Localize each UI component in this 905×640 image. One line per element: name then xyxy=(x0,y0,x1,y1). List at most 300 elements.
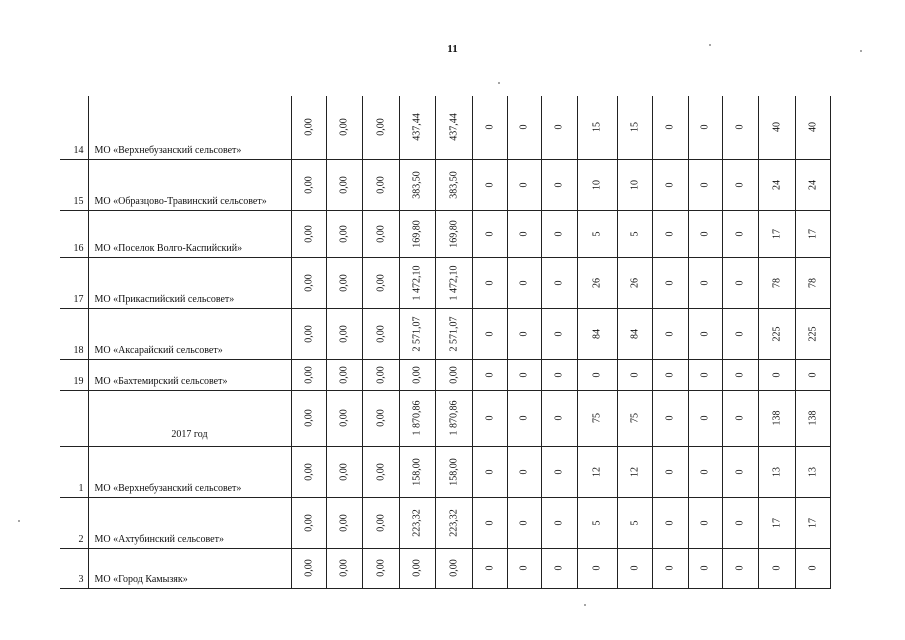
value-cell xyxy=(722,390,758,446)
value-cell xyxy=(722,497,758,548)
value-cell xyxy=(399,210,435,257)
value-text: 0 xyxy=(518,372,530,377)
row-number-cell: 14 xyxy=(60,96,88,159)
value-text: 75 xyxy=(629,413,640,423)
value-text: 2 571,07 xyxy=(448,316,459,351)
value-cell xyxy=(507,257,541,308)
scan-speck xyxy=(498,82,500,84)
value-text: 13 xyxy=(807,466,818,477)
value-cell xyxy=(507,390,541,446)
value-cell xyxy=(795,210,830,257)
municipality-name-cell: МО «Образцово-Травинский сельсовет» xyxy=(88,159,291,210)
value-text: 0,00 xyxy=(303,462,314,481)
value-text: 0 xyxy=(734,415,746,421)
value-cell xyxy=(577,359,617,390)
value-cell xyxy=(399,548,435,588)
value-text: 169,80 xyxy=(411,219,423,248)
value-cell xyxy=(435,257,472,308)
value-cell xyxy=(795,159,830,210)
value-cell xyxy=(617,390,652,446)
value-cell xyxy=(577,96,617,159)
value-cell xyxy=(617,159,652,210)
value-text: 0 xyxy=(734,231,746,236)
value-cell xyxy=(507,548,541,588)
value-text: 0 xyxy=(553,415,565,421)
scan-speck xyxy=(860,50,862,52)
row-number-cell: 16 xyxy=(60,210,88,257)
value-text: 0 xyxy=(699,124,711,130)
value-text: 0 xyxy=(734,565,746,571)
value-cell xyxy=(399,390,435,446)
row-number-cell: 3 xyxy=(60,548,88,588)
value-text: 0 xyxy=(484,182,495,187)
table-row xyxy=(60,497,830,548)
value-cell xyxy=(722,159,758,210)
table-row xyxy=(60,548,830,588)
value-text: 5 xyxy=(629,231,640,236)
value-text: 0 xyxy=(484,124,495,130)
value-cell xyxy=(652,548,688,588)
value-text: 0,00 xyxy=(448,365,459,384)
value-cell xyxy=(507,159,541,210)
value-text: 158,00 xyxy=(448,457,459,486)
value-text: 0 xyxy=(518,415,530,421)
value-text: 0,00 xyxy=(303,175,314,194)
value-text: 0 xyxy=(699,182,711,187)
value-text: 1 472,10 xyxy=(411,265,423,300)
municipality-name-cell: МО «Ахтубинский сельсовет» xyxy=(88,497,291,548)
value-cell xyxy=(652,359,688,390)
value-text: 0 xyxy=(664,124,676,130)
value-text: 1 870,86 xyxy=(448,400,459,436)
value-text: 0,00 xyxy=(411,365,423,384)
value-cell xyxy=(722,446,758,497)
value-cell xyxy=(795,257,830,308)
value-text: 0 xyxy=(664,469,676,474)
value-text: 0 xyxy=(518,280,530,285)
value-text: 0 xyxy=(699,469,711,474)
value-cell xyxy=(326,548,362,588)
value-cell xyxy=(722,308,758,359)
value-text: 0 xyxy=(484,231,495,236)
value-text: 0,00 xyxy=(338,513,350,532)
municipality-name-cell: МО «Аксарайский сельсовет» xyxy=(88,308,291,359)
value-text: 26 xyxy=(591,277,603,288)
value-cell xyxy=(652,446,688,497)
value-text: 0 xyxy=(591,565,603,571)
value-text: 138 xyxy=(807,410,818,426)
value-text: 40 xyxy=(771,122,782,133)
value-text: 0 xyxy=(664,372,676,377)
municipality-name-cell: МО «Бахтемирский сельсовет» xyxy=(88,359,291,390)
value-cell xyxy=(758,548,795,588)
value-cell xyxy=(362,446,399,497)
value-text: 0,00 xyxy=(303,365,314,384)
value-text: 2 571,07 xyxy=(411,316,423,351)
value-text: 0,00 xyxy=(375,409,386,427)
value-cell xyxy=(577,497,617,548)
value-cell xyxy=(577,210,617,257)
value-text: 0 xyxy=(734,182,746,187)
value-cell xyxy=(541,390,577,446)
value-cell xyxy=(688,159,722,210)
value-text: 223,32 xyxy=(448,508,459,537)
value-text: 0 xyxy=(518,124,530,130)
value-cell xyxy=(435,390,472,446)
value-cell xyxy=(722,210,758,257)
value-cell xyxy=(577,257,617,308)
value-cell xyxy=(758,96,795,159)
value-text: 383,50 xyxy=(411,170,423,199)
value-text: 0,00 xyxy=(338,175,350,194)
scan-speck xyxy=(584,604,586,606)
value-cell xyxy=(795,548,830,588)
value-text: 0,00 xyxy=(411,559,423,577)
value-text: 169,80 xyxy=(448,219,459,248)
value-text: 0 xyxy=(629,565,640,571)
value-text: 24 xyxy=(771,179,782,190)
value-text: 0 xyxy=(518,331,530,336)
value-text: 0,00 xyxy=(375,365,386,384)
value-text: 225 xyxy=(807,326,818,341)
value-cell xyxy=(795,308,830,359)
value-cell xyxy=(326,308,362,359)
value-cell xyxy=(326,446,362,497)
value-cell xyxy=(399,446,435,497)
value-cell xyxy=(652,96,688,159)
value-text: 0 xyxy=(699,415,711,421)
table-row xyxy=(60,390,830,446)
value-cell xyxy=(795,390,830,446)
value-text: 0,00 xyxy=(303,513,314,532)
value-cell xyxy=(472,359,507,390)
value-text: 0,00 xyxy=(338,365,350,384)
value-cell xyxy=(722,548,758,588)
table-row xyxy=(60,257,830,308)
value-cell xyxy=(758,359,795,390)
value-text: 0,00 xyxy=(303,559,314,577)
value-text: 0 xyxy=(664,565,676,571)
value-text: 17 xyxy=(771,228,782,239)
value-cell xyxy=(617,257,652,308)
municipality-name-cell: МО «Прикаспийский сельсовет» xyxy=(88,257,291,308)
value-cell xyxy=(722,96,758,159)
value-text: 0 xyxy=(699,231,711,236)
value-cell xyxy=(688,257,722,308)
value-text: 0,00 xyxy=(375,462,386,481)
value-cell xyxy=(541,257,577,308)
value-cell xyxy=(617,497,652,548)
value-cell xyxy=(326,390,362,446)
value-text: 17 xyxy=(771,517,782,528)
value-cell xyxy=(291,548,326,588)
value-text: 84 xyxy=(629,328,640,339)
value-cell xyxy=(435,96,472,159)
value-cell xyxy=(472,159,507,210)
value-cell xyxy=(472,308,507,359)
value-text: 0,00 xyxy=(303,324,314,343)
table-row xyxy=(60,159,830,210)
value-cell xyxy=(435,308,472,359)
value-text: 0 xyxy=(518,469,530,474)
value-text: 0,00 xyxy=(303,409,314,427)
value-text: 75 xyxy=(591,413,603,423)
value-text: 0 xyxy=(771,372,782,377)
value-cell xyxy=(722,257,758,308)
value-cell xyxy=(362,257,399,308)
value-text: 0,00 xyxy=(375,118,386,136)
value-text: 5 xyxy=(629,520,640,525)
value-cell xyxy=(399,308,435,359)
value-text: 0 xyxy=(699,520,711,525)
value-text: 0 xyxy=(553,331,565,336)
value-cell xyxy=(362,359,399,390)
value-cell xyxy=(507,497,541,548)
value-cell xyxy=(758,159,795,210)
value-text: 12 xyxy=(629,466,640,477)
value-text: 0 xyxy=(591,372,603,377)
value-cell xyxy=(362,96,399,159)
value-cell xyxy=(507,359,541,390)
table-row xyxy=(60,96,830,159)
value-cell xyxy=(652,308,688,359)
value-text: 84 xyxy=(591,328,603,339)
value-cell xyxy=(472,257,507,308)
value-cell xyxy=(758,446,795,497)
value-text: 0,00 xyxy=(303,224,314,243)
value-cell xyxy=(326,497,362,548)
value-cell xyxy=(652,390,688,446)
value-text: 1 472,10 xyxy=(448,265,459,300)
value-text: 0 xyxy=(553,565,565,571)
value-text: 437,44 xyxy=(448,113,459,141)
value-text: 0 xyxy=(664,231,676,236)
value-cell xyxy=(472,497,507,548)
value-cell xyxy=(758,257,795,308)
value-text: 0 xyxy=(518,231,530,236)
value-cell xyxy=(541,446,577,497)
value-cell xyxy=(758,497,795,548)
value-text: 0 xyxy=(629,372,640,377)
value-cell xyxy=(617,359,652,390)
value-text: 0 xyxy=(484,469,495,474)
value-cell xyxy=(291,446,326,497)
value-cell xyxy=(472,210,507,257)
value-text: 0 xyxy=(484,415,495,421)
table-row xyxy=(60,359,830,390)
scan-speck xyxy=(18,520,20,522)
data-table xyxy=(60,96,831,589)
value-text: 12 xyxy=(591,466,603,477)
row-number-cell: 15 xyxy=(60,159,88,210)
value-cell xyxy=(507,446,541,497)
value-cell xyxy=(435,159,472,210)
value-cell xyxy=(617,96,652,159)
value-cell xyxy=(577,390,617,446)
value-cell xyxy=(435,548,472,588)
value-cell xyxy=(541,210,577,257)
value-cell xyxy=(399,96,435,159)
value-cell xyxy=(472,390,507,446)
value-text: 0 xyxy=(484,372,495,377)
value-text: 0,00 xyxy=(338,409,350,427)
value-text: 0,00 xyxy=(338,118,350,136)
value-text: 0,00 xyxy=(303,118,314,136)
value-cell xyxy=(652,257,688,308)
value-cell xyxy=(362,390,399,446)
page-number: 11 xyxy=(447,43,458,55)
value-cell xyxy=(758,390,795,446)
value-cell xyxy=(435,210,472,257)
value-cell xyxy=(758,308,795,359)
value-text: 13 xyxy=(771,466,782,477)
value-text: 383,50 xyxy=(448,170,459,199)
value-text: 10 xyxy=(591,179,603,190)
value-text: 0 xyxy=(553,372,565,377)
value-text: 0 xyxy=(518,182,530,187)
value-text: 0,00 xyxy=(375,513,386,532)
value-cell xyxy=(399,497,435,548)
value-text: 0 xyxy=(484,280,495,285)
value-text: 0 xyxy=(664,331,676,336)
value-text: 0 xyxy=(553,280,565,285)
value-text: 0 xyxy=(734,124,746,130)
value-text: 0 xyxy=(484,520,495,525)
value-text: 26 xyxy=(629,277,640,288)
value-cell xyxy=(291,308,326,359)
value-text: 0,00 xyxy=(338,273,350,292)
value-text: 138 xyxy=(771,410,782,426)
municipality-name-cell: МО «Верхнебузанский сельсовет» xyxy=(88,446,291,497)
table-row xyxy=(60,446,830,497)
value-text: 0 xyxy=(553,469,565,474)
value-text: 17 xyxy=(807,517,818,528)
value-text: 0 xyxy=(553,124,565,130)
row-number-cell: 18 xyxy=(60,308,88,359)
value-cell xyxy=(507,210,541,257)
value-text: 0 xyxy=(699,280,711,285)
value-cell xyxy=(507,308,541,359)
value-text: 0 xyxy=(484,331,495,336)
row-number-cell: 19 xyxy=(60,359,88,390)
value-text: 0 xyxy=(699,331,711,336)
value-text: 0 xyxy=(734,520,746,525)
value-text: 0 xyxy=(771,565,782,571)
value-cell xyxy=(399,159,435,210)
value-cell xyxy=(291,497,326,548)
value-text: 0 xyxy=(518,565,530,571)
row-number-cell: 1 xyxy=(60,446,88,497)
value-text: 78 xyxy=(771,277,782,288)
value-text: 0,00 xyxy=(338,559,350,577)
value-text: 0,00 xyxy=(375,559,386,577)
value-cell xyxy=(362,497,399,548)
value-cell xyxy=(541,497,577,548)
value-text: 0 xyxy=(518,520,530,525)
value-text: 5 xyxy=(591,231,603,236)
value-cell xyxy=(541,96,577,159)
value-text: 0,00 xyxy=(338,462,350,481)
value-cell xyxy=(291,96,326,159)
municipality-name-cell: МО «Верхнебузанский сельсовет» xyxy=(88,96,291,159)
value-cell xyxy=(688,497,722,548)
value-cell xyxy=(688,210,722,257)
value-text: 15 xyxy=(629,122,640,133)
value-text: 0 xyxy=(699,372,711,377)
value-cell xyxy=(617,308,652,359)
value-cell xyxy=(541,359,577,390)
value-text: 0,00 xyxy=(338,224,350,243)
value-cell xyxy=(291,210,326,257)
value-text: 0,00 xyxy=(375,224,386,243)
value-cell xyxy=(758,210,795,257)
value-text: 0 xyxy=(484,565,495,571)
value-text: 0,00 xyxy=(448,559,459,577)
value-cell xyxy=(362,159,399,210)
value-text: 1 870,86 xyxy=(411,400,423,436)
value-text: 0 xyxy=(807,372,818,377)
table-row xyxy=(60,308,830,359)
value-cell xyxy=(688,308,722,359)
value-text: 0 xyxy=(734,331,746,336)
value-cell xyxy=(688,359,722,390)
value-text: 17 xyxy=(807,228,818,239)
value-text: 5 xyxy=(591,520,603,525)
value-cell xyxy=(326,159,362,210)
value-cell xyxy=(435,497,472,548)
value-cell xyxy=(577,308,617,359)
value-cell xyxy=(617,446,652,497)
value-text: 0 xyxy=(807,565,818,571)
scan-speck xyxy=(709,44,711,46)
value-cell xyxy=(688,446,722,497)
value-cell xyxy=(507,96,541,159)
value-cell xyxy=(541,548,577,588)
value-cell xyxy=(617,548,652,588)
value-text: 10 xyxy=(629,179,640,190)
value-text: 0 xyxy=(734,469,746,474)
value-cell xyxy=(688,548,722,588)
value-text: 223,32 xyxy=(411,508,423,537)
value-cell xyxy=(688,390,722,446)
value-cell xyxy=(362,210,399,257)
value-cell xyxy=(795,359,830,390)
value-text: 158,00 xyxy=(411,457,423,486)
table-row xyxy=(60,210,830,257)
value-cell xyxy=(399,359,435,390)
value-cell xyxy=(291,257,326,308)
value-text: 0 xyxy=(664,415,676,421)
value-cell xyxy=(472,96,507,159)
value-cell xyxy=(652,159,688,210)
value-cell xyxy=(652,210,688,257)
value-cell xyxy=(291,159,326,210)
value-cell xyxy=(795,446,830,497)
value-cell xyxy=(541,308,577,359)
value-cell xyxy=(326,359,362,390)
row-number-cell: 17 xyxy=(60,257,88,308)
year-heading-cell: 2017 год xyxy=(88,390,291,446)
value-text: 0 xyxy=(699,565,711,571)
value-text: 0,00 xyxy=(303,273,314,292)
value-cell xyxy=(472,548,507,588)
value-cell xyxy=(541,159,577,210)
value-text: 0 xyxy=(664,520,676,525)
value-cell xyxy=(362,308,399,359)
row-number-cell xyxy=(60,390,88,446)
value-cell xyxy=(435,446,472,497)
value-text: 0 xyxy=(734,280,746,285)
